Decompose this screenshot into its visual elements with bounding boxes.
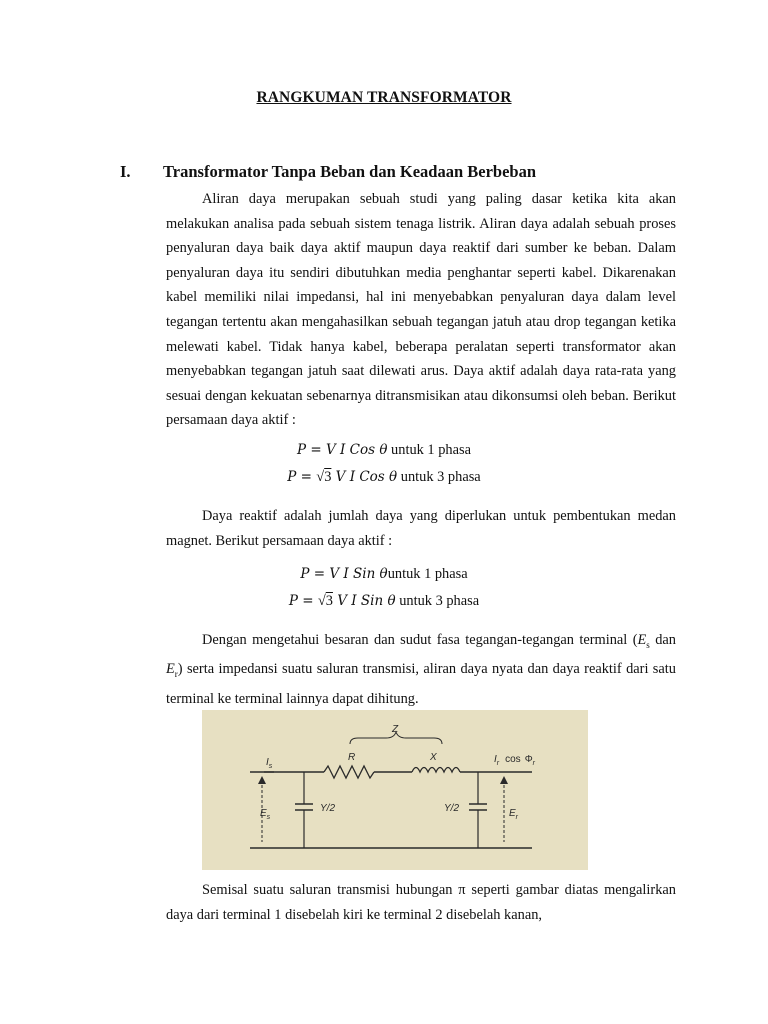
paragraph-terminal-a: Dengan mengetahui besaran dan sudut fasa tegangan-tegangan terminal (: [202, 632, 638, 648]
symbol-es-sub: s: [646, 639, 650, 650]
equation-reactive-3phase-pre: P =: [288, 593, 318, 609]
equation-reactive-3phase-post: V I Sin θ: [332, 593, 396, 609]
section-number: I.: [120, 162, 131, 181]
label-r: R: [348, 752, 356, 763]
symbol-es: E: [637, 632, 647, 648]
symbol-er-sub: r: [174, 669, 178, 680]
es-arrow-head: [258, 776, 266, 784]
section-heading: [120, 162, 536, 182]
paragraph-pi-line-text: Semisal suatu saluran transmisi hubungan π seperti gambar diatas mengalirkan daya dari terminal 1 disebelah kiri ke terminal 2 disebelah kanan,: [166, 882, 676, 923]
paragraph-terminal: [166, 628, 676, 712]
label-er: $E_r$: [509, 808, 519, 821]
equation-active-3phase: [0, 469, 768, 486]
equation-active-3phase-pre: P =: [287, 469, 317, 485]
inductor-symbol: [412, 768, 460, 773]
paragraph-pi-line: [166, 878, 676, 927]
symbol-er: E: [166, 661, 175, 678]
label-y-right: Y/2: [444, 803, 460, 814]
label-z: Z: [392, 724, 399, 735]
equation-reactive-3phase: [0, 593, 768, 610]
paragraph-reactive-power-text: Daya reaktif adalah jumlah daya yang diperlukan untuk pembentukan medan magnet. Berikut persamaan daya aktif :: [166, 508, 676, 549]
label-y-left: Y/2: [320, 803, 336, 814]
equation-active-1phase: [0, 442, 768, 459]
equation-reactive-1phase: [0, 566, 768, 583]
resistor-symbol: [324, 766, 374, 778]
pi-circuit-figure: [202, 710, 588, 870]
label-x: X: [430, 752, 437, 763]
document-title: RANGKUMAN TRANSFORMATOR: [256, 89, 512, 106]
equation-reactive-3phase-label: untuk 3 phasa: [395, 593, 480, 609]
paragraph-reactive-power: [166, 504, 676, 553]
sqrt-radicand: 3: [325, 593, 333, 609]
equation-active-1phase-formula: P = V I Cos θ: [297, 442, 388, 458]
label-es: $E_s$: [260, 808, 271, 821]
equation-active-3phase-label: untuk 3 phasa: [397, 469, 481, 485]
sqrt-symbol: √3: [316, 469, 332, 485]
pi-circuit-diagram: [202, 710, 588, 870]
label-ir-cos-phi: $I_r$ $\cos \Phi_r$: [494, 754, 536, 767]
paragraph-active-power: [166, 187, 676, 433]
equation-reactive-1phase-formula: P = V I Sin θ: [300, 566, 388, 582]
equation-reactive-1phase-label: untuk 1 phasa: [387, 566, 468, 582]
sqrt-symbol: √3: [317, 593, 333, 609]
equation-active-1phase-label: untuk 1 phasa: [387, 442, 471, 458]
sqrt-radicand: 3: [324, 469, 332, 485]
paragraph-terminal-c: ) serta impedansi suatu saluran transmisi, aliran daya nyata dan daya reaktif dari satu terminal ke terminal lainnya dapat dihitung.: [166, 661, 676, 707]
paragraph-active-power-text: Aliran daya merupakan sebuah studi yang paling dasar ketika kita akan melakukan analisa pada sebuah sistem tenaga listrik. Aliran daya adalah sebuah proses penyaluran daya baik daya aktif maupun daya reaktif dari sumber ke beban. Dalam penyaluran daya itu sendiri dibutuhkan media penghantar seperti kabel. Dikarenakan kabel memiliki nilai impedansi, hal ini menyebabkan penyaluran daya dalam level tegangan tertentu akan mengahasilkan sebuah tegangan jatuh atau drop tegangan ketika melewati kabel. Tidak hanya kabel, beberapa peralatan seperti transformator akan menyebabkan tegangan jatuh saat dilewati arus. Daya aktif adalah daya rata-rata yang sesuai dengan kekuatan sebenarnya ditransmisikan atau dikonsumsi oleh beban. Berikut persamaan daya aktif :: [166, 191, 676, 429]
paragraph-terminal-b: dan: [649, 632, 676, 648]
equation-active-3phase-post: V I Cos θ: [331, 469, 398, 485]
label-is: $I_s$: [266, 757, 273, 770]
er-arrow-head: [500, 776, 508, 784]
section-title: Transformator Tanpa Beban dan Keadaan Berbeban: [163, 162, 537, 181]
